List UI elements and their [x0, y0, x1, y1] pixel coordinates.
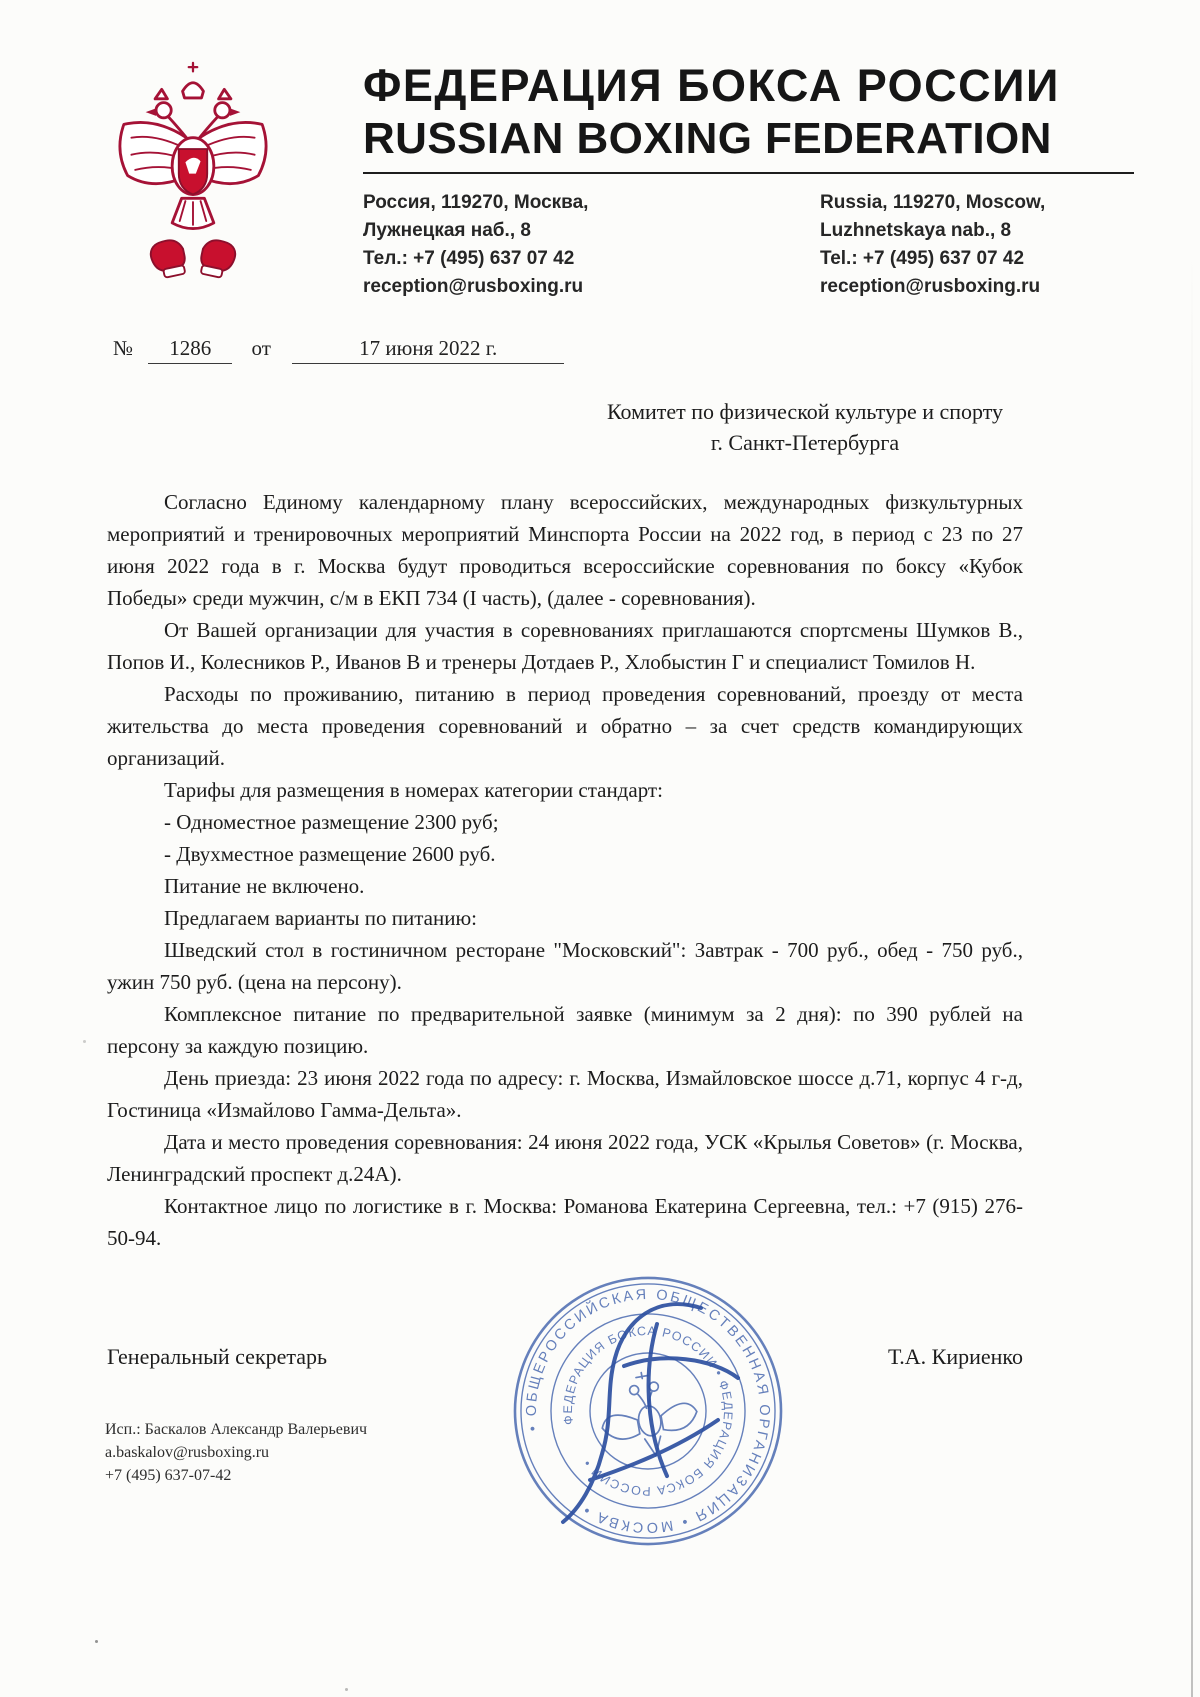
- recipient-line: г. Санкт-Петербурга: [710, 430, 900, 455]
- signatory-name: Т.А. Кириенко: [888, 1344, 1023, 1369]
- contact-block-en: [820, 189, 1045, 301]
- official-stamp: [505, 1268, 791, 1554]
- body-paragraph: Питание не включено.: [164, 874, 365, 898]
- body-paragraph: Предлагаем варианты по питанию:: [164, 906, 478, 930]
- letterhead-text: [363, 60, 1134, 302]
- stamp-outer-ring-text: • ОБЩЕРОССИЙСКАЯ ОБЩЕСТВЕННАЯ ОРГАНИЗАЦИЯ • МОСКВА •: [523, 1286, 773, 1536]
- from-label: от: [251, 336, 271, 360]
- stamp-inner-ring-text: ФЕДЕРАЦИЯ БОКСА РОССИИ • ФЕДЕРАЦИЯ БОКСА РОССИИ •: [560, 1323, 736, 1499]
- executor-email: a.baskalov@rusboxing.ru: [105, 1444, 270, 1461]
- letter-body: [107, 486, 1023, 1254]
- boxing-gloves-icon: [148, 238, 237, 280]
- recipient-line: Комитет по физической культуре и спорту: [606, 399, 1004, 424]
- contact-email: reception@rusboxing.ru: [820, 276, 1041, 297]
- contact-email: reception@rusboxing.ru: [363, 276, 584, 297]
- body-paragraph: - Одноместное размещение 2300 руб;: [164, 810, 499, 834]
- contact-line: Тел.: +7 (495) 637 07 42: [363, 248, 575, 269]
- body-paragraph: От Вашей организации для участия в соревнованиях приглашаются спортсмены Шумков В., Попов И., Колесников Р., Иванов В и тренеры Дотдаев Р., Хлобыстин Г и специалист Томилов Н.: [107, 618, 1023, 674]
- number-sign: №: [113, 336, 134, 360]
- letterhead-titles: [363, 60, 1134, 174]
- letterhead: [103, 60, 1134, 302]
- body-paragraph: День приезда: 23 июня 2022 года по адресу: г. Москва, Измайловское шоссе д.71, корпус 4 г-д, Гостиница «Измайлово Гамма-Дельта».: [107, 1066, 1023, 1122]
- executor-name: Исп.: Баскалов Александр Валерьевич: [105, 1421, 368, 1438]
- contact-block-ru: [363, 189, 820, 301]
- contact-line: Russia, 119270, Moscow,: [820, 192, 1046, 213]
- executor-phone: +7 (495) 637-07-42: [105, 1467, 232, 1484]
- body-paragraph: Контактное лицо по логистике в г. Москва: Романова Екатерина Сергеевна, тел.: +7 (915) 276-50-94.: [107, 1194, 1023, 1250]
- body-paragraph: Комплексное питание по предварительной заявке (минимум за 2 дня): по 390 рублей на персону за каждую позицию.: [107, 1002, 1023, 1058]
- contact-line: Luzhnetskaya nab., 8: [820, 220, 1012, 241]
- recipient-block: [585, 396, 1025, 458]
- contact-line: Tel.: +7 (495) 637 07 42: [820, 248, 1025, 269]
- body-paragraph: Расходы по проживанию, питанию в период проведения соревнований, проезду от места жительства до места проведения соревнований и обратно – за счет средств командирующих организаций.: [107, 682, 1023, 770]
- executor-block: [105, 1418, 367, 1487]
- outgoing-number: 1286: [148, 336, 232, 364]
- letter-date: 17 июня 2022 г.: [292, 336, 564, 364]
- reference-line: [113, 336, 564, 364]
- shield-icon: [179, 149, 207, 194]
- body-paragraph: Шведский стол в гостиничном ресторане "Московский": Завтрак - 700 руб., обед - 750 руб., ужин 750 руб. (цена на персону).: [107, 938, 1023, 994]
- body-paragraph: - Двухместное размещение 2600 руб.: [164, 842, 496, 866]
- federation-eagle-emblem-icon: [103, 60, 283, 302]
- body-paragraph: Тарифы для размещения в номерах категории стандарт:: [164, 778, 663, 802]
- body-paragraph: Дата и место проведения соревнования: 24 июня 2022 года, УСК «Крылья Советов» (г. Москва, Ленинградский проспект д.24А).: [107, 1130, 1023, 1186]
- contact-line: Россия, 119270, Москва,: [363, 192, 589, 213]
- scan-artifact: [95, 1640, 98, 1643]
- body-paragraph: Согласно Единому календарному плану всероссийских, международных физкультурных мероприятий и тренировочных мероприятий Минспорта России на 2022 год, в период с 23 по 27 июня 2022 года в г. Москва будут проводиться всероссийские соревнования по боксу «Кубок Победы» среди мужчин, с/м в ЕКП 734 (I часть), (далее - соревнования).: [107, 490, 1023, 610]
- signatory-position: Генеральный секретарь: [107, 1344, 328, 1369]
- contact-line: Лужнецкая наб., 8: [363, 220, 531, 241]
- federation-title-en: RUSSIAN BOXING FEDERATION: [363, 114, 1052, 163]
- contact-columns: [363, 189, 1134, 301]
- federation-title-ru: ФЕДЕРАЦИЯ БОКСА РОССИИ: [363, 60, 1060, 111]
